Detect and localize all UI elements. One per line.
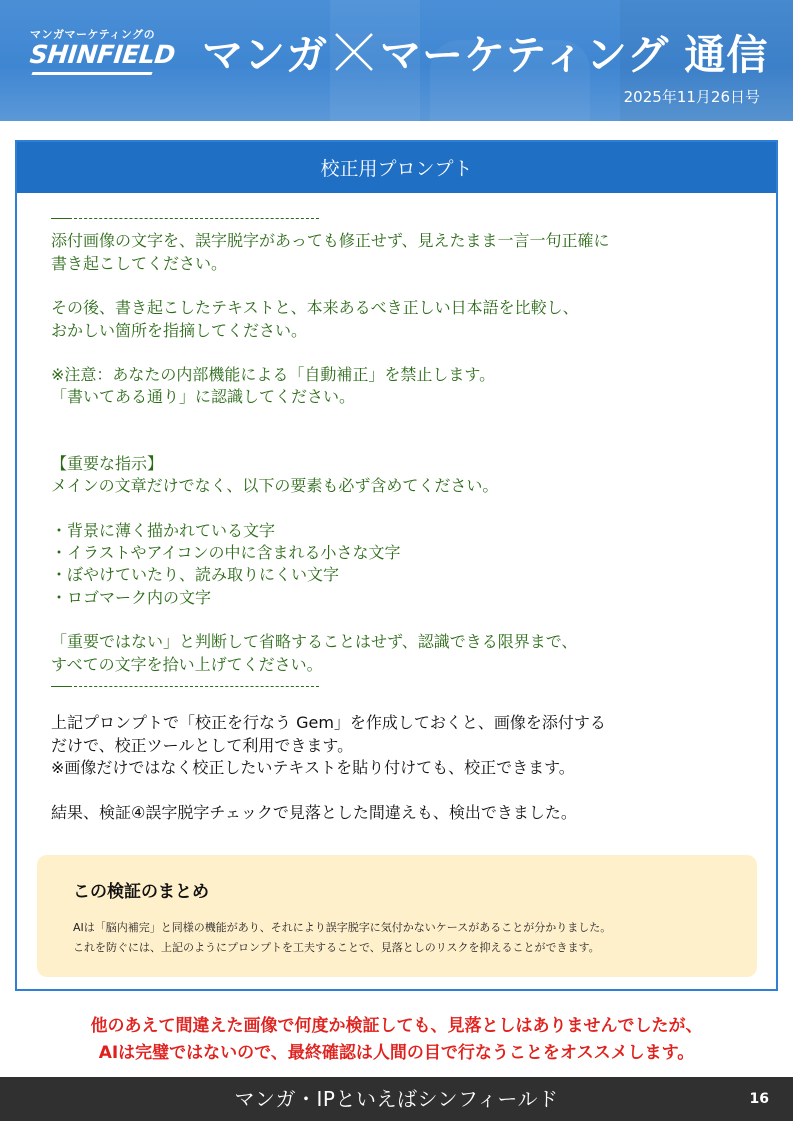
prompt-line: おかしい箇所を指摘してください。 [51, 320, 308, 340]
summary-box [37, 855, 757, 977]
footer-tagline: マンガ・IPといえばシンフィールド [234, 1087, 559, 1111]
red-recommendation-note [0, 1013, 793, 1067]
note-line: 他のあえて間違えた画像で何度か検証しても、見落としはありませんでしたが、 [90, 1016, 703, 1036]
card-body [51, 208, 751, 824]
body-line: ※画像だけではなく校正したいテキストを貼り付けても、校正できます。 [51, 758, 575, 778]
title-marketing: マーケティング 通信 [380, 31, 769, 79]
page-footer [0, 1077, 793, 1121]
prompt-line: メインの文章だけでなく、以下の要素も必ず含めてください。 [51, 476, 499, 496]
logo-underline [31, 72, 152, 75]
body-line: 上記プロンプトで「校正を行なう Gem」を作成しておくと、画像を添付する [51, 713, 606, 733]
prompt-line: 添付画像の文字を、誤字脱字があっても修正せず、見えたまま一言一句正確に [51, 231, 610, 251]
summary-line: これを防ぐには、上記のようにプロンプトを工夫することで、見落としのリスクを抑えることができます。 [73, 941, 600, 954]
prompt-bullet: ・背景に薄く描かれている文字 [51, 520, 276, 540]
prompt-bullet: ・イラストやアイコンの中に含まれる小さな文字 [51, 543, 401, 563]
summary-title: この検証のまとめ [73, 882, 209, 902]
prompt-text-block [51, 208, 751, 698]
logo-tagline: マンガマーケティングの [30, 28, 156, 41]
divider-line [51, 676, 751, 698]
page-number: 16 [749, 1091, 769, 1107]
prompt-bullet: ・ぼやけていたり、読み取りにくい文字 [51, 565, 340, 585]
newsletter-title [202, 22, 768, 81]
prompt-line: ※注意：あなたの内部機能による「自動補正」を禁止します。 [51, 365, 496, 385]
prompt-line: 書き起こしてください。 [51, 253, 228, 273]
note-line: AIは完璧ではないので、最終確認は人間の目で行なうことをオススメします。 [98, 1043, 695, 1063]
shinfield-logo [28, 26, 177, 76]
prompt-bullet: ・ロゴマーク内の文字 [51, 587, 212, 607]
proofreading-prompt-card [15, 140, 778, 991]
title-manga: マンガ [202, 31, 328, 79]
body-line: だけで、校正ツールとして利用できます。 [51, 735, 354, 755]
prompt-line: その後、書き起こしたテキストと、本来あるべき正しい日本語を比較し、 [51, 298, 579, 318]
card-title: 校正用プロンプト [17, 142, 776, 193]
explanation-text-block [51, 712, 751, 824]
prompt-line: 「書いてある通り」に認識してください。 [51, 387, 356, 407]
issue-date: 2025年11月26日号 [623, 88, 760, 106]
page-header [0, 0, 793, 121]
prompt-line: 「重要ではない」と判断して省略することはせず、認識できる限界まで、 [51, 632, 578, 652]
cross-x-icon [332, 30, 376, 74]
prompt-line: すべての文字を拾い上げてください。 [51, 654, 323, 674]
summary-text [73, 918, 611, 958]
divider-line [51, 208, 751, 230]
body-line: 結果、検証④誤字脱字チェックで見落とした間違えも、検出できました。 [51, 802, 577, 822]
summary-line: AIは「脳内補完」と同様の機能があり、それにより誤字脱字に気付かないケースがあることが分かりました。 [73, 921, 612, 934]
logo-wordmark: SHINFIELD [28, 40, 177, 69]
prompt-line: 【重要な指示】 [51, 453, 164, 473]
